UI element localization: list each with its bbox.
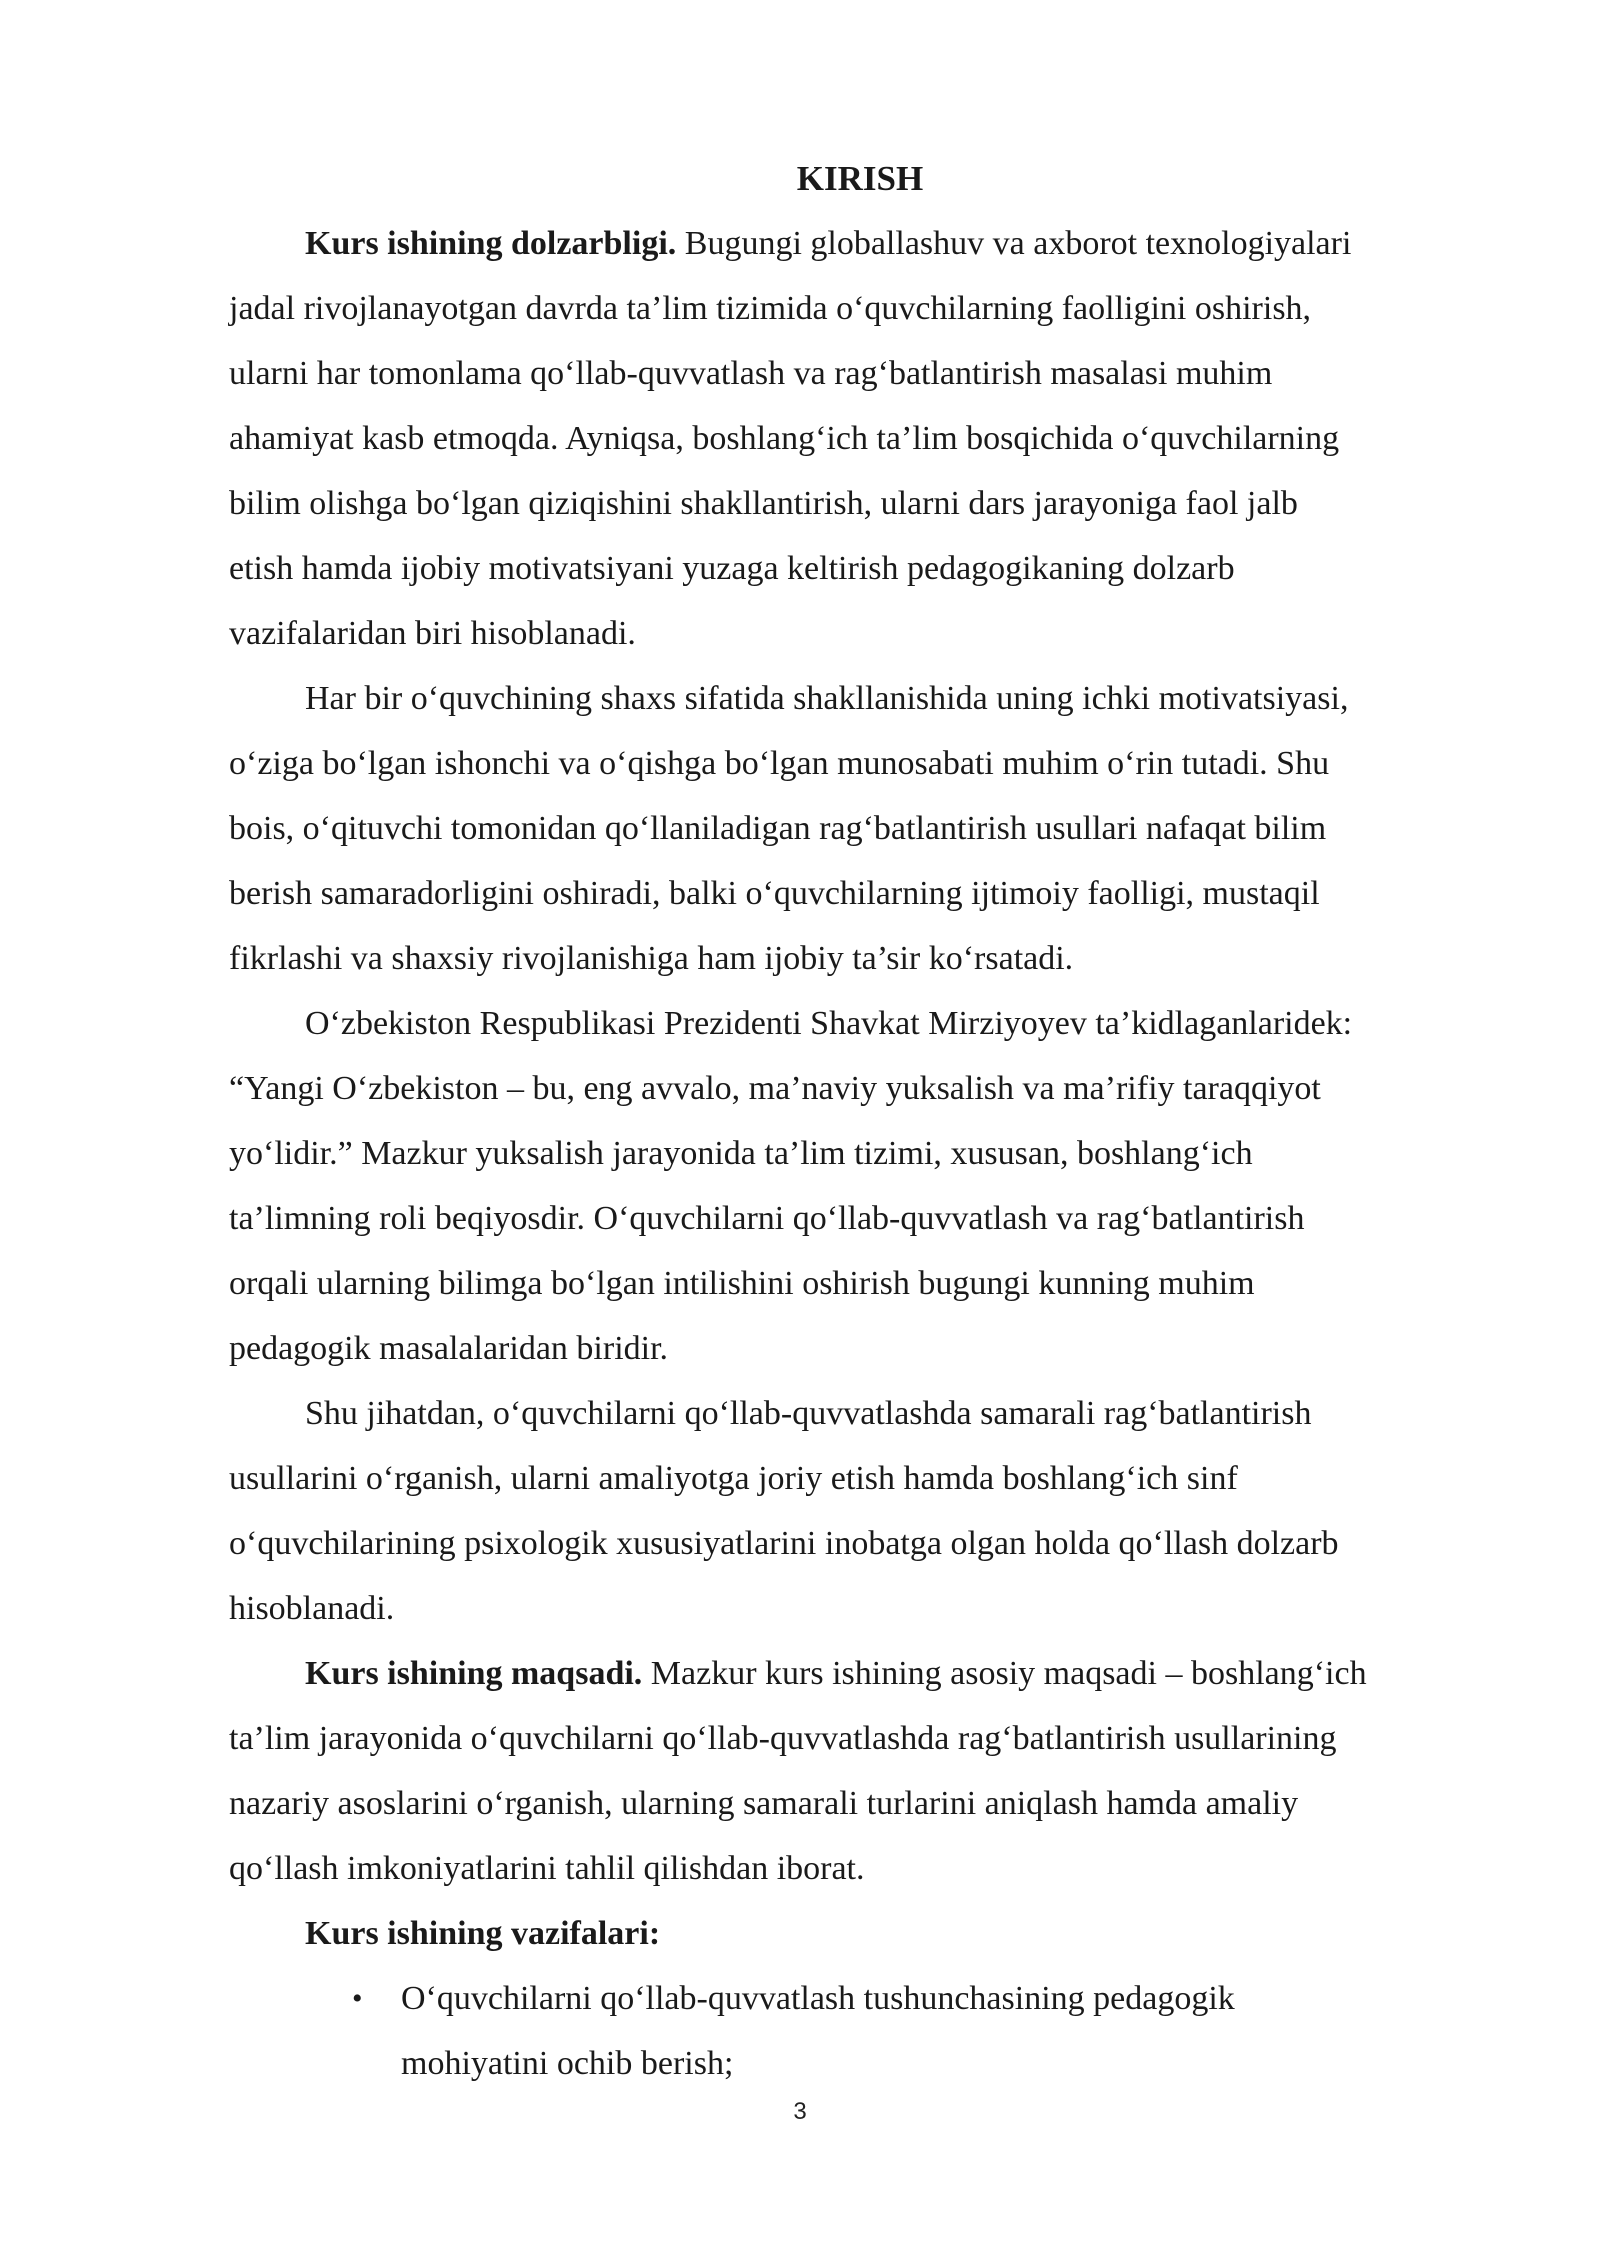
text-line: pedagogik masalalaridan biridir.	[229, 1330, 669, 1367]
paragraph-lead: Kurs ishining maqsadi.	[305, 1655, 651, 1692]
text-line: bois, o‘qituvchi tomonidan qo‘llaniladigan rag‘batlantirish usullari nafaqat bilim	[229, 810, 1327, 847]
page-body	[229, 146, 1491, 2096]
text-line: ularni har tomonlama qo‘llab-quvvatlash va rag‘batlantirish masalasi muhim	[229, 355, 1273, 392]
text-line: “Yangi O‘zbekiston – bu, eng avvalo, ma’naviy yuksalish va ma’rifiy taraqqiyot	[229, 1070, 1321, 1107]
text-line: Bugungi globallashuv va axborot texnologiyalari	[684, 225, 1352, 262]
text-line: usullarini o‘rganish, ularni amaliyotga joriy etish hamda boshlang‘ich sinf	[229, 1460, 1238, 1497]
text-line: ta’limning roli beqiyosdir. O‘quvchilarni qo‘llab-quvvatlash va rag‘batlantirish	[229, 1200, 1305, 1237]
text-line: qo‘llash imkoniyatlarini tahlil qilishdan iborat.	[229, 1850, 865, 1887]
text-line: orqali ularning bilimga bo‘lgan intilishini oshirish bugungi kunning muhim	[229, 1265, 1255, 1302]
text-line: O‘zbekiston Respublikasi Prezidenti Shavkat Mirziyoyev ta’kidlaganlaridek:	[305, 1005, 1353, 1042]
text-line: etish hamda ijobiy motivatsiyani yuzaga keltirish pedagogikaning dolzarb	[229, 550, 1235, 587]
paragraph-goal	[229, 1641, 1491, 1901]
list-item-text	[401, 1966, 1341, 2096]
text-line: o‘quvchilarining psixologik xususiyatlarini inobatga olgan holda qo‘llash dolzarb	[229, 1525, 1339, 1562]
text-line: Shu jihatdan, o‘quvchilarni qo‘llab-quvvatlashda samarali rag‘batlantirish	[305, 1395, 1312, 1432]
paragraph-motivation	[229, 666, 1491, 991]
text-line: Har bir o‘quvchining shaxs sifatida shakllanishida uning ichki motivatsiyasi,	[305, 680, 1349, 717]
text-line: berish samaradorligini oshiradi, balki o‘quvchilarning ijtimoiy faolligi, mustaqil	[229, 875, 1320, 912]
text-line: jadal rivojlanayotgan davrda ta’lim tizimida o‘quvchilarning faolligini oshirish,	[229, 290, 1312, 327]
text-line: hisoblanadi.	[229, 1590, 395, 1627]
text-line: yo‘lidir.” Mazkur yuksalish jarayonida ta’lim tizimi, xususan, boshlang‘ich	[229, 1135, 1253, 1172]
paragraph-approach	[229, 1381, 1491, 1641]
text-line: mohiyatini ochib berish;	[401, 2045, 734, 2082]
text-line: bilim olishga bo‘lgan qiziqishini shakllantirish, ularni dars jarayoniga faol jalb	[229, 485, 1298, 522]
text-line: nazariy asoslarini o‘rganish, ularning samarali turlarini aniqlash hamda amaliy	[229, 1785, 1299, 1822]
tasks-heading: Kurs ishining vazifalari:	[305, 1915, 661, 1952]
list-item	[229, 1966, 1491, 2096]
text-line: o‘ziga bo‘lgan ishonchi va o‘qishga bo‘lgan munosabati muhim o‘rin tutadi. Shu	[229, 745, 1330, 782]
page-title: KIRISH	[796, 159, 924, 198]
text-line: O‘quvchilarni qo‘llab-quvvatlash tushunchasining pedagogik	[401, 1980, 1235, 2017]
paragraph-quote	[229, 991, 1491, 1381]
page-number: 3	[793, 2098, 807, 2125]
paragraph-relevance	[229, 211, 1491, 666]
paragraph-lead: Kurs ishining dolzarbligi.	[305, 225, 685, 262]
text-line: vazifalaridan biri hisoblanadi.	[229, 615, 636, 652]
tasks-list	[229, 1966, 1491, 2096]
text-line: fikrlashi va shaxsiy rivojlanishiga ham ijobiy ta’sir ko‘rsatadi.	[229, 940, 1074, 977]
text-line: ta’lim jarayonida o‘quvchilarni qo‘llab-quvvatlashda rag‘batlantirish usullarining	[229, 1720, 1337, 1757]
text-line: Mazkur kurs ishining asosiy maqsadi – boshlang‘ich	[650, 1655, 1367, 1692]
bullet-icon: •	[352, 1982, 363, 2015]
text-line: ahamiyat kasb etmoqda. Ayniqsa, boshlang‘ich ta’lim bosqichida o‘quvchilarning	[229, 420, 1340, 457]
